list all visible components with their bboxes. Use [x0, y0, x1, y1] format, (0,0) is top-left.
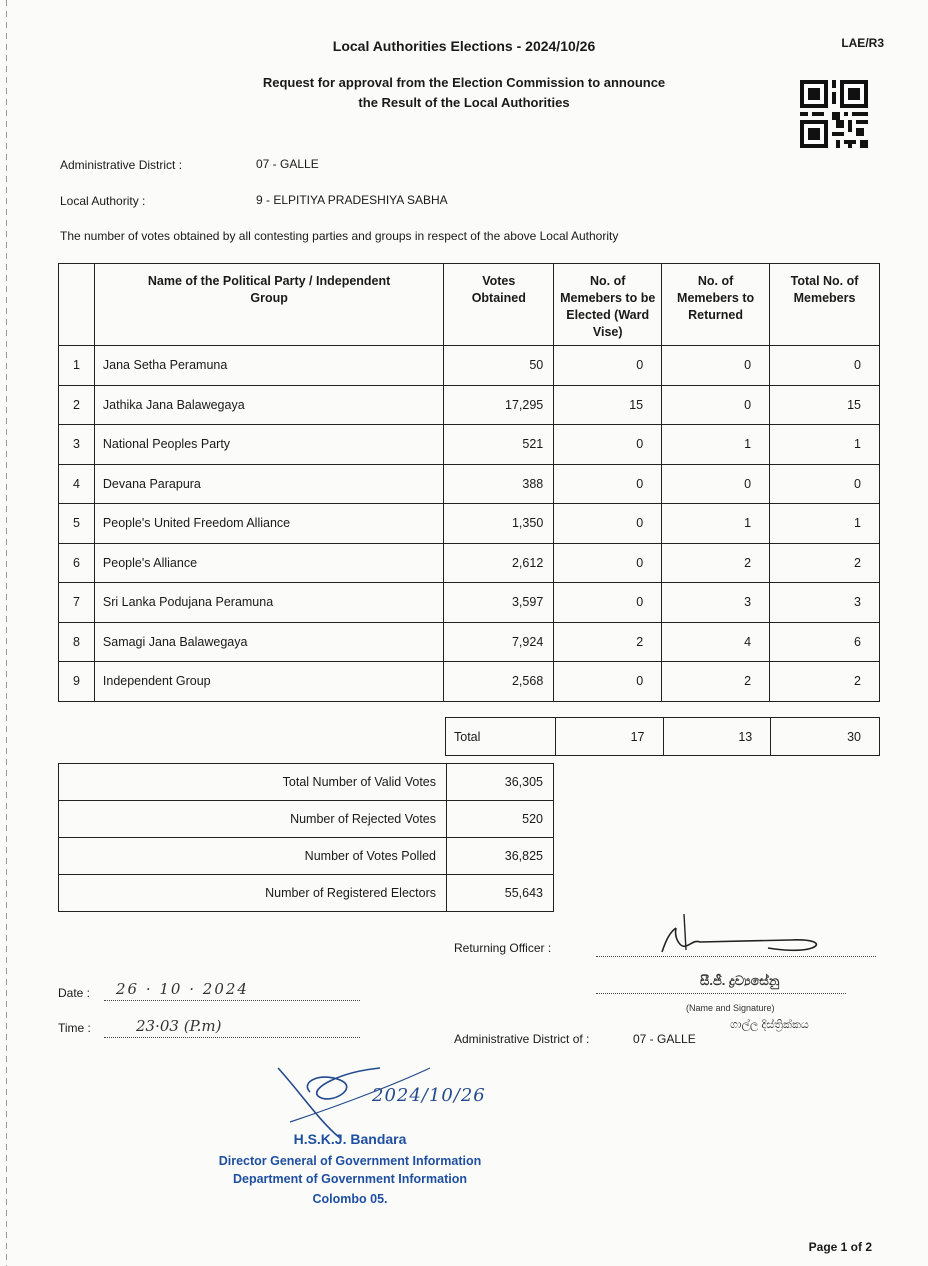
table-row	[59, 346, 880, 386]
officer-stamp-name: සී.ජී. ද්‍රව්‍යසේනු	[700, 973, 780, 988]
header-total: Total No. of Memebers	[770, 264, 880, 346]
row-index: 8	[59, 622, 95, 662]
members-returned: 2	[662, 543, 770, 583]
table-row	[59, 622, 880, 662]
officer-stamp-caption: (Name and Signature)	[686, 1003, 775, 1013]
row-index: 4	[59, 464, 95, 504]
party-name: People's United Freedom Alliance	[94, 504, 443, 544]
party-name: Jana Setha Peramuna	[94, 346, 443, 386]
party-name: Sri Lanka Podujana Peramuna	[94, 583, 443, 623]
members-ward: 0	[554, 346, 662, 386]
members-returned: 1	[662, 504, 770, 544]
authority-value: 9 - ELPITIYA PRADESHIYA SABHA	[256, 193, 448, 207]
row-index: 1	[59, 346, 95, 386]
members-ward: 2	[554, 622, 662, 662]
members-total: 0	[770, 464, 880, 504]
party-name: Samagi Jana Balawegaya	[94, 622, 443, 662]
table-row	[59, 662, 880, 702]
header-returned: No. of Memebers to Returned	[662, 264, 770, 346]
total-ward: 17	[555, 718, 663, 756]
votes-obtained: 521	[444, 425, 554, 465]
table-row	[59, 583, 880, 623]
summary-value: 36,825	[447, 838, 554, 875]
members-ward: 15	[554, 385, 662, 425]
time-value: 23·03 (P.m)	[136, 1017, 222, 1035]
director-location: Colombo 05.	[312, 1192, 388, 1206]
qr-code-icon	[800, 80, 868, 148]
row-index: 3	[59, 425, 95, 465]
admin-district-label: Administrative District of :	[454, 1032, 590, 1046]
members-returned: 4	[662, 622, 770, 662]
row-index: 5	[59, 504, 95, 544]
members-total: 2	[770, 543, 880, 583]
members-ward: 0	[554, 583, 662, 623]
row-index: 9	[59, 662, 95, 702]
votes-obtained: 2,612	[444, 543, 554, 583]
votes-obtained: 7,924	[444, 622, 554, 662]
members-ward: 0	[554, 543, 662, 583]
admin-district-value: 07 - GALLE	[633, 1032, 696, 1046]
results-table	[58, 263, 880, 702]
table-row	[59, 425, 880, 465]
summary-row	[59, 875, 554, 912]
summary-label: Number of Rejected Votes	[59, 801, 447, 838]
total-label: Total	[446, 718, 556, 756]
members-total: 3	[770, 583, 880, 623]
director-handwritten-date: 2024/10/26	[372, 1085, 486, 1106]
total-returned: 13	[663, 718, 771, 756]
members-returned: 1	[662, 425, 770, 465]
row-index: 7	[59, 583, 95, 623]
table-row	[59, 543, 880, 583]
vote-summary-table	[58, 763, 554, 912]
members-ward: 0	[554, 662, 662, 702]
members-ward: 0	[554, 464, 662, 504]
party-name: People's Alliance	[94, 543, 443, 583]
table-row	[59, 464, 880, 504]
party-name: Jathika Jana Balawegaya	[94, 385, 443, 425]
summary-row	[59, 801, 554, 838]
officer-stamp-district: ගාල්ල දිස්ත්‍රික්කය	[730, 1019, 809, 1031]
members-total: 0	[770, 346, 880, 386]
director-department: Department of Government Information	[232, 1172, 468, 1186]
intro-text: The number of votes obtained by all contesting parties and groups in respect of the above Local Authority	[60, 229, 619, 243]
votes-obtained: 388	[444, 464, 554, 504]
members-total: 2	[770, 662, 880, 702]
votes-obtained: 50	[444, 346, 554, 386]
time-line	[104, 1037, 360, 1038]
form-code: LAE/R3	[841, 36, 884, 50]
header-party: Name of the Political Party / Independent Group	[94, 264, 443, 346]
district-label: Administrative District :	[60, 158, 183, 172]
total-row-table	[445, 717, 880, 756]
members-returned: 2	[662, 662, 770, 702]
returning-officer-label: Returning Officer :	[454, 941, 552, 955]
party-name: National Peoples Party	[94, 425, 443, 465]
summary-label: Total Number of Valid Votes	[59, 764, 447, 801]
summary-row	[59, 764, 554, 801]
document-title: Local Authorities Elections - 2024/10/26	[332, 38, 596, 54]
summary-value: 55,643	[447, 875, 554, 912]
summary-label: Number of Votes Polled	[59, 838, 447, 875]
party-name: Independent Group	[94, 662, 443, 702]
table-row	[59, 504, 880, 544]
district-value: 07 - GALLE	[256, 157, 319, 171]
members-total: 15	[770, 385, 880, 425]
members-returned: 0	[662, 346, 770, 386]
table-row	[59, 385, 880, 425]
officer-signature	[640, 910, 830, 960]
votes-obtained: 3,597	[444, 583, 554, 623]
votes-obtained: 2,568	[444, 662, 554, 702]
summary-value: 36,305	[447, 764, 554, 801]
row-index: 6	[59, 543, 95, 583]
time-label: Time :	[58, 1021, 91, 1035]
party-name: Devana Parapura	[94, 464, 443, 504]
director-name: H.S.K.J. Bandara	[293, 1131, 407, 1147]
votes-obtained: 17,295	[444, 385, 554, 425]
director-title: Director General of Government Information	[218, 1154, 482, 1168]
row-index: 2	[59, 385, 95, 425]
members-ward: 0	[554, 425, 662, 465]
date-line	[104, 1000, 360, 1001]
total-members: 30	[771, 718, 880, 756]
summary-label: Number of Registered Electors	[59, 875, 447, 912]
votes-obtained: 1,350	[444, 504, 554, 544]
summary-value: 520	[447, 801, 554, 838]
subtitle-line-1: Request for approval from the Election Commission to announce	[262, 75, 666, 90]
members-returned: 0	[662, 385, 770, 425]
members-returned: 3	[662, 583, 770, 623]
scan-edge-line	[6, 0, 7, 1266]
summary-row	[59, 838, 554, 875]
authority-label: Local Authority :	[60, 194, 146, 208]
page-number: Page 1 of 2	[808, 1240, 872, 1254]
date-value: 26 · 10 · 2024	[116, 980, 249, 998]
header-votes: Votes Obtained	[444, 264, 554, 346]
members-total: 1	[770, 504, 880, 544]
members-returned: 0	[662, 464, 770, 504]
total-row	[446, 718, 880, 756]
date-label: Date :	[58, 986, 91, 1000]
subtitle-line-2: the Result of the Local Authorities	[358, 95, 570, 110]
members-total: 1	[770, 425, 880, 465]
results-header-row	[59, 264, 880, 346]
header-ward: No. of Memebers to be Elected (Ward Vise)	[554, 264, 662, 346]
header-index	[59, 264, 95, 346]
members-total: 6	[770, 622, 880, 662]
members-ward: 0	[554, 504, 662, 544]
